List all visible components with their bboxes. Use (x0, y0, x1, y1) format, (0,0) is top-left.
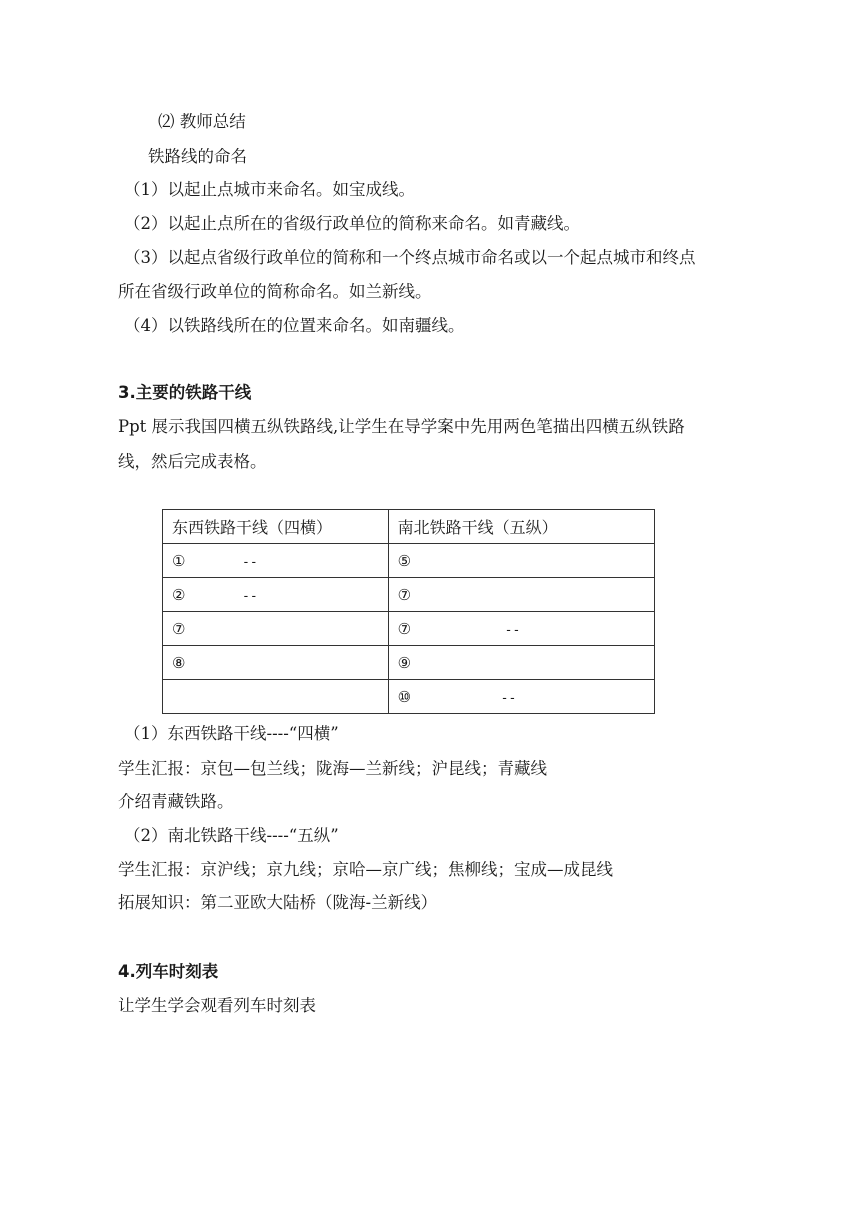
row-number: ⑦ (172, 620, 186, 638)
table-cell (163, 544, 389, 578)
north-south-report: 学生汇报：京沪线；京九线；京哈—京广线；焦柳线；宝成—成昆线 (118, 860, 613, 879)
teacher-summary-heading: ⑵ 教师总结 (158, 112, 246, 131)
railway-trunk-table (162, 509, 655, 714)
qinghai-tibet-note: 介绍青藏铁路。 (118, 792, 234, 811)
naming-subheading: 铁路线的命名 (148, 147, 247, 166)
table-cell (388, 612, 654, 646)
row-number: ⑦ (397, 620, 412, 638)
header-east-west: 东西铁路干线（四横） (163, 510, 389, 544)
header-north-south: 南北铁路干线（五纵） (388, 510, 654, 544)
row-number: ② (172, 586, 186, 604)
row-number: ⑤ (397, 552, 412, 570)
table-cell (163, 680, 389, 714)
row-number: ⑩ (397, 688, 412, 706)
table-cell (163, 646, 389, 680)
naming-rule-1: （1）以起止点城市来命名。如宝成线。 (124, 180, 415, 199)
table-cell (388, 646, 654, 680)
blank-dash: -- (500, 691, 517, 706)
table-cell (163, 578, 389, 612)
table-row (163, 612, 655, 646)
east-west-report: 学生汇报：京包—包兰线；陇海—兰新线；沪昆线；青藏线 (118, 759, 547, 778)
row-number: ⑧ (172, 654, 186, 672)
table-row (163, 680, 655, 714)
naming-rule-4: （4）以铁路线所在的位置来命名。如南疆线。 (124, 316, 465, 335)
naming-rule-3-cont: 所在省级行政单位的简称命名。如兰新线。 (118, 282, 432, 301)
table-cell (163, 612, 389, 646)
row-number: ① (172, 552, 186, 570)
table-cell (388, 680, 654, 714)
table-row (163, 646, 655, 680)
table-cell (388, 578, 654, 612)
blank-dash: -- (504, 623, 521, 638)
blank-dash: -- (242, 589, 258, 604)
section4-text: 让学生学会观看列车时刻表 (118, 996, 316, 1015)
blank-dash: -- (242, 555, 258, 570)
table-cell (388, 544, 654, 578)
naming-rule-2: （2）以起止点所在的省级行政单位的简称来命名。如青藏线。 (124, 214, 580, 233)
east-west-title: （1）东西铁路干线----“四横” (124, 724, 339, 743)
table-row (163, 544, 655, 578)
table-header-row (163, 510, 655, 544)
section3-title: 3.主要的铁路干线 (118, 383, 252, 402)
north-south-title: （2）南北铁路干线----“五纵” (124, 826, 339, 845)
section3-intro-line1: Ppt 展示我国四横五纵铁路线,让学生在导学案中先用两色笔描出四横五纵铁路 (118, 417, 685, 436)
naming-rule-3: （3）以起点省级行政单位的简称和一个终点城市命名或以一个起点城市和终点 (124, 248, 696, 267)
row-number: ⑦ (397, 586, 412, 604)
extension-knowledge: 拓展知识：第二亚欧大陆桥（陇海-兰新线） (118, 893, 438, 912)
section4-title: 4.列车时刻表 (118, 962, 219, 981)
section3-intro-line2: 线，然后完成表格。 (118, 452, 267, 471)
row-number: ⑨ (397, 654, 412, 672)
table-row (163, 578, 655, 612)
